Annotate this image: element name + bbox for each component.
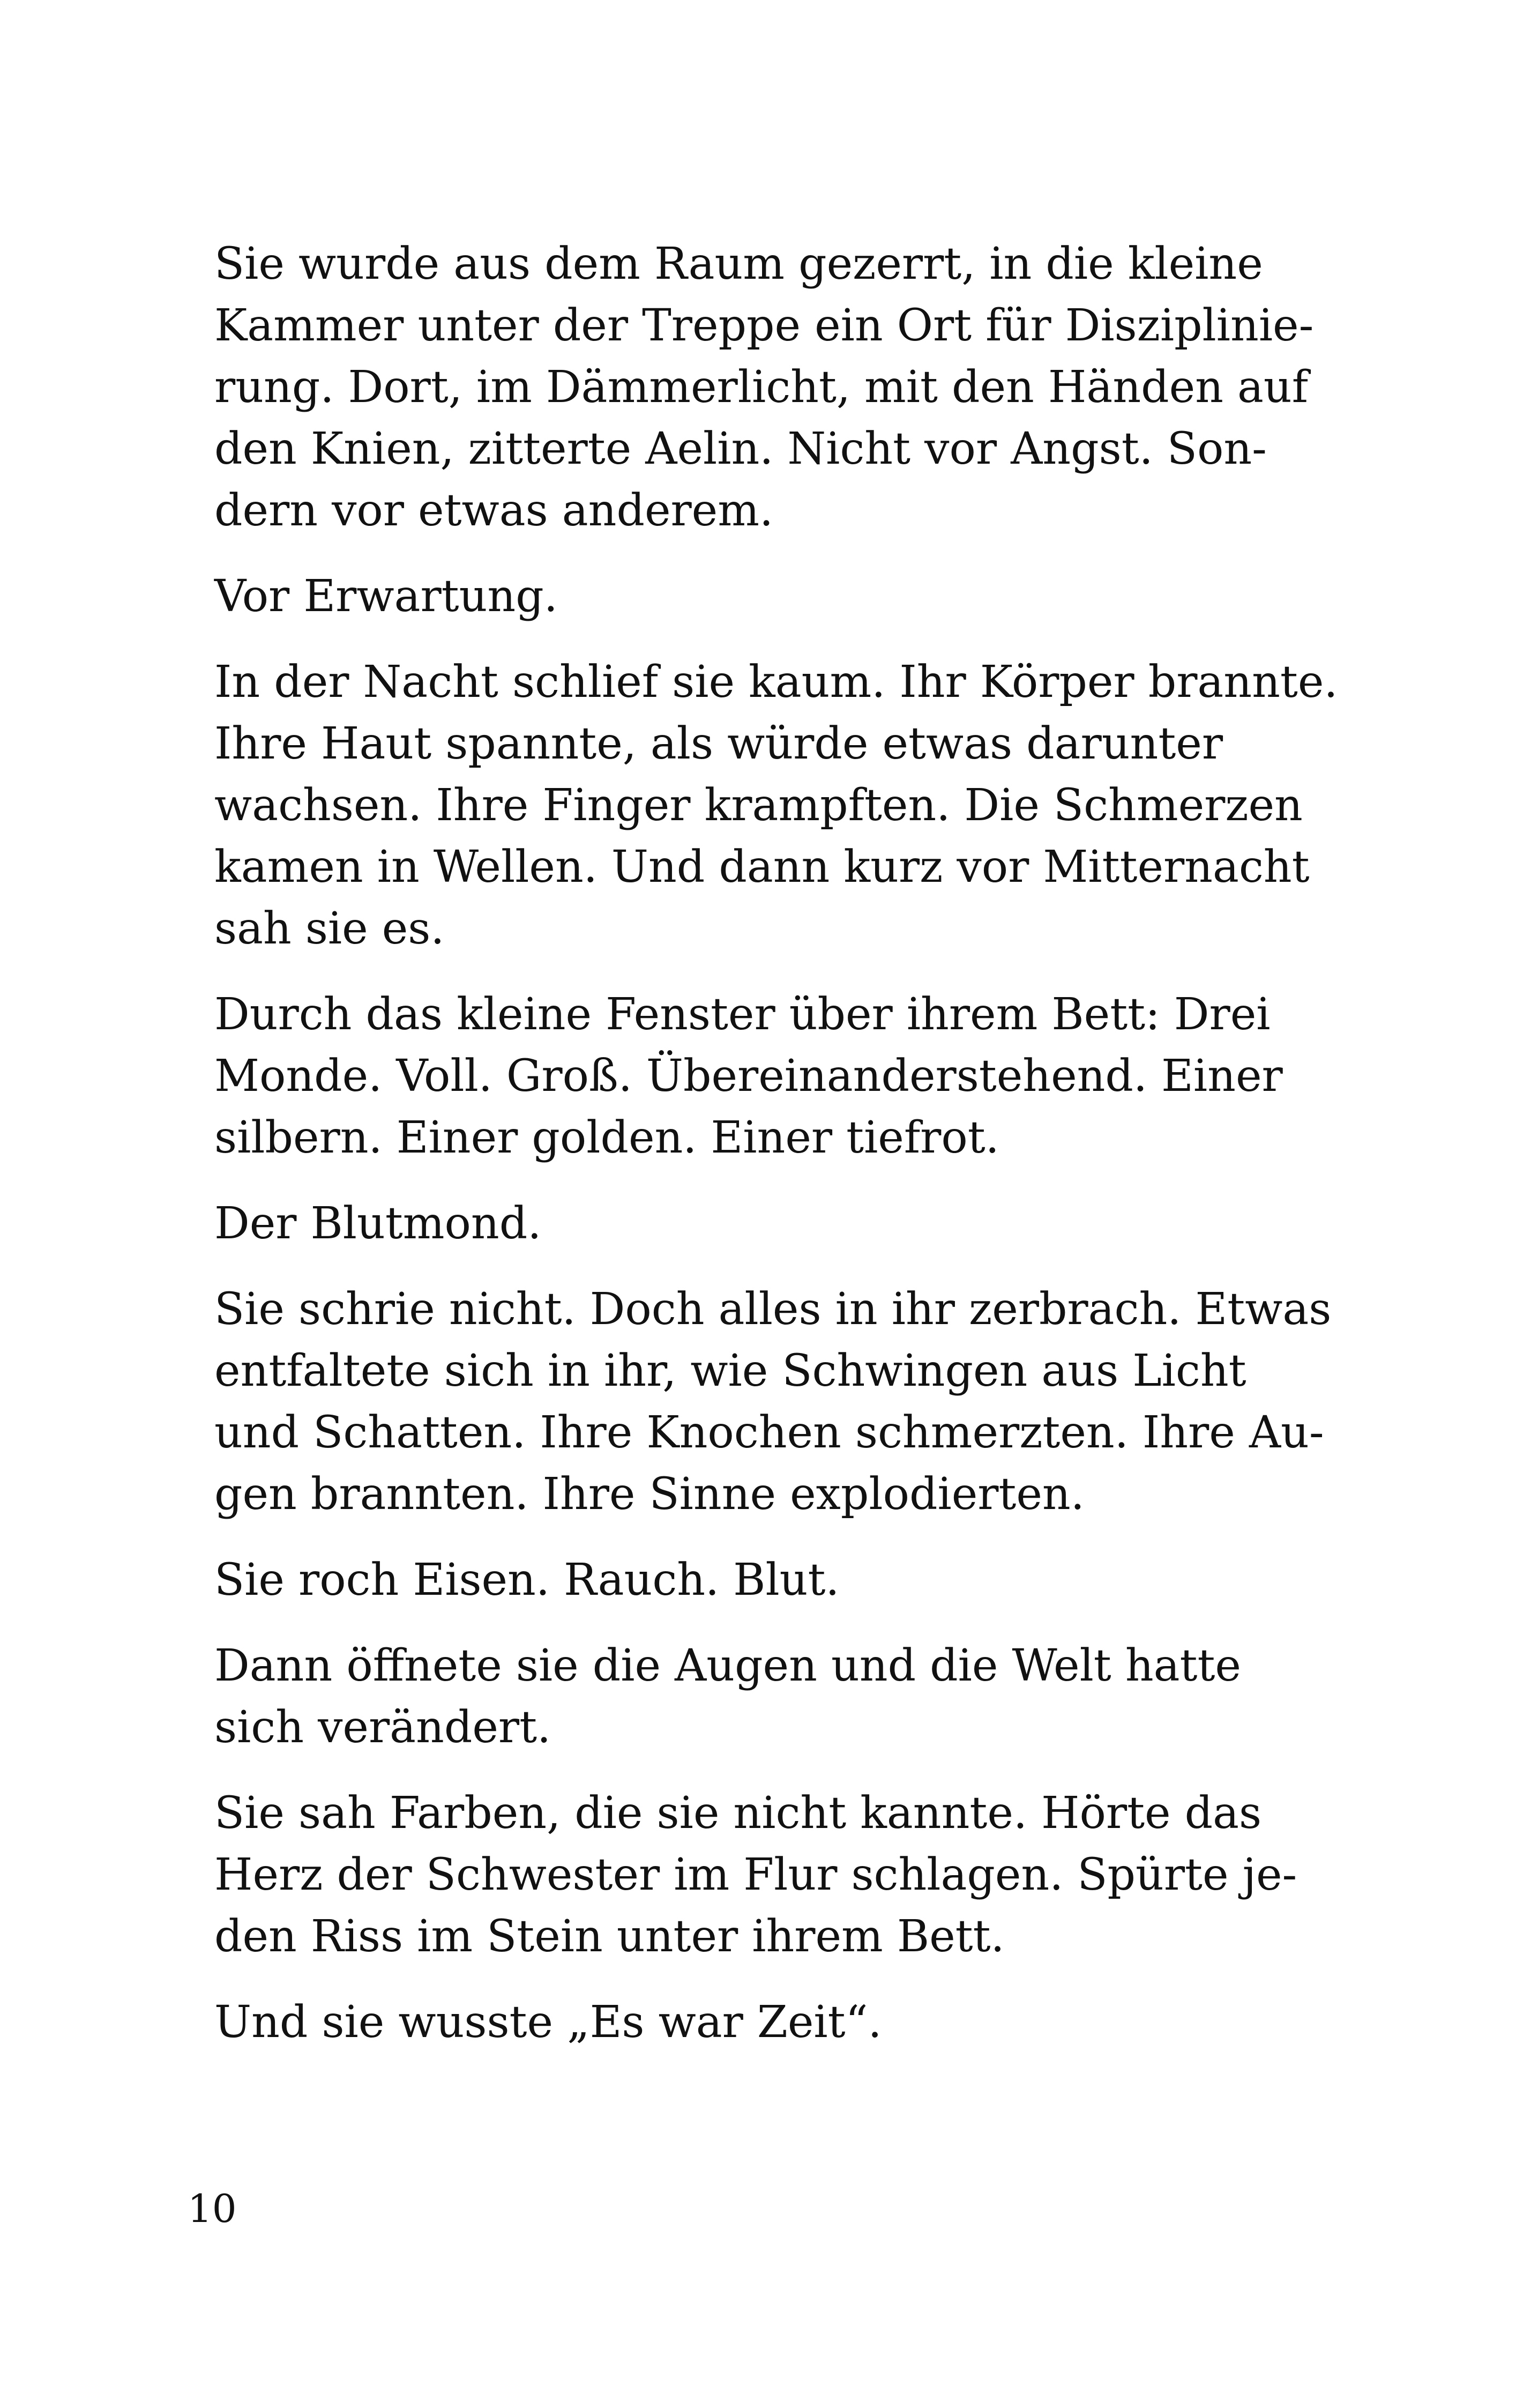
paragraph bbox=[214, 1782, 1313, 1967]
paragraph bbox=[214, 1549, 1313, 1611]
text-line: dern vor etwas anderem. bbox=[214, 485, 774, 536]
text-line: Und sie wusste „Es war Zeit“. bbox=[214, 1997, 882, 2048]
text-line: Der Blutmond. bbox=[214, 1198, 542, 1249]
text-line: Vor Erwartung. bbox=[214, 571, 558, 622]
paragraph bbox=[214, 1635, 1313, 1758]
text-line: Durch das kleine Fenster über ihrem Bett: Drei bbox=[214, 989, 1271, 1040]
paragraph bbox=[214, 233, 1313, 541]
text-line: Sie wurde aus dem Raum gezerrt, in die kleine bbox=[214, 239, 1263, 289]
text-line: entfaltete sich in ihr, wie Schwingen aus Licht bbox=[214, 1346, 1246, 1396]
text-line: Monde. Voll. Groß. Übereinanderstehend. Einer bbox=[214, 1051, 1283, 1102]
page-number: 10 bbox=[188, 2186, 237, 2231]
text-line: den Knien, zitterte Aelin. Nicht vor Angst. Son- bbox=[214, 423, 1267, 474]
text-line: Dann öffnete sie die Augen und die Welt hatte bbox=[214, 1640, 1241, 1691]
text-line: Sie roch Eisen. Rauch. Blut. bbox=[214, 1555, 840, 1606]
text-line: rung. Dort, im Dämmerlicht, mit den Händen auf bbox=[214, 362, 1309, 413]
text-line: Kammer unter der Treppe ein Ort für Disziplinie- bbox=[214, 300, 1314, 351]
paragraph bbox=[214, 651, 1338, 960]
text-line: den Riss im Stein unter ihrem Bett. bbox=[214, 1911, 1005, 1962]
text-line: kamen in Wellen. Und dann kurz vor Mitternacht bbox=[214, 842, 1310, 893]
text-line: Herz der Schwester im Flur schlagen. Spürte je- bbox=[214, 1849, 1297, 1900]
text-line: und Schatten. Ihre Knochen schmerzten. Ihre Au- bbox=[214, 1407, 1324, 1458]
paragraph bbox=[214, 1193, 1313, 1254]
text-line: gen brannten. Ihre Sinne explodierten. bbox=[214, 1469, 1085, 1520]
text-line: Ihre Haut spannte, als würde etwas darunter bbox=[214, 718, 1223, 769]
body-text bbox=[214, 233, 1338, 2077]
text-line: wachsen. Ihre Finger krampften. Die Schmerzen bbox=[214, 780, 1303, 831]
text-line: sich verändert. bbox=[214, 1702, 551, 1753]
text-line: Sie sah Farben, die sie nicht kannte. Hörte das bbox=[214, 1788, 1262, 1839]
paragraph bbox=[214, 1279, 1332, 1525]
paragraph bbox=[214, 566, 1313, 627]
text-line: Sie schrie nicht. Doch alles in ihr zerbrach. Etwas bbox=[214, 1284, 1332, 1335]
text-line: silbern. Einer golden. Einer tiefrot. bbox=[214, 1112, 999, 1163]
text-line: In der Nacht schlief sie kaum. Ihr Körper brannte. bbox=[214, 657, 1338, 708]
paragraph bbox=[214, 1991, 1313, 2053]
text-line: sah sie es. bbox=[214, 903, 445, 954]
paragraph bbox=[214, 984, 1313, 1169]
